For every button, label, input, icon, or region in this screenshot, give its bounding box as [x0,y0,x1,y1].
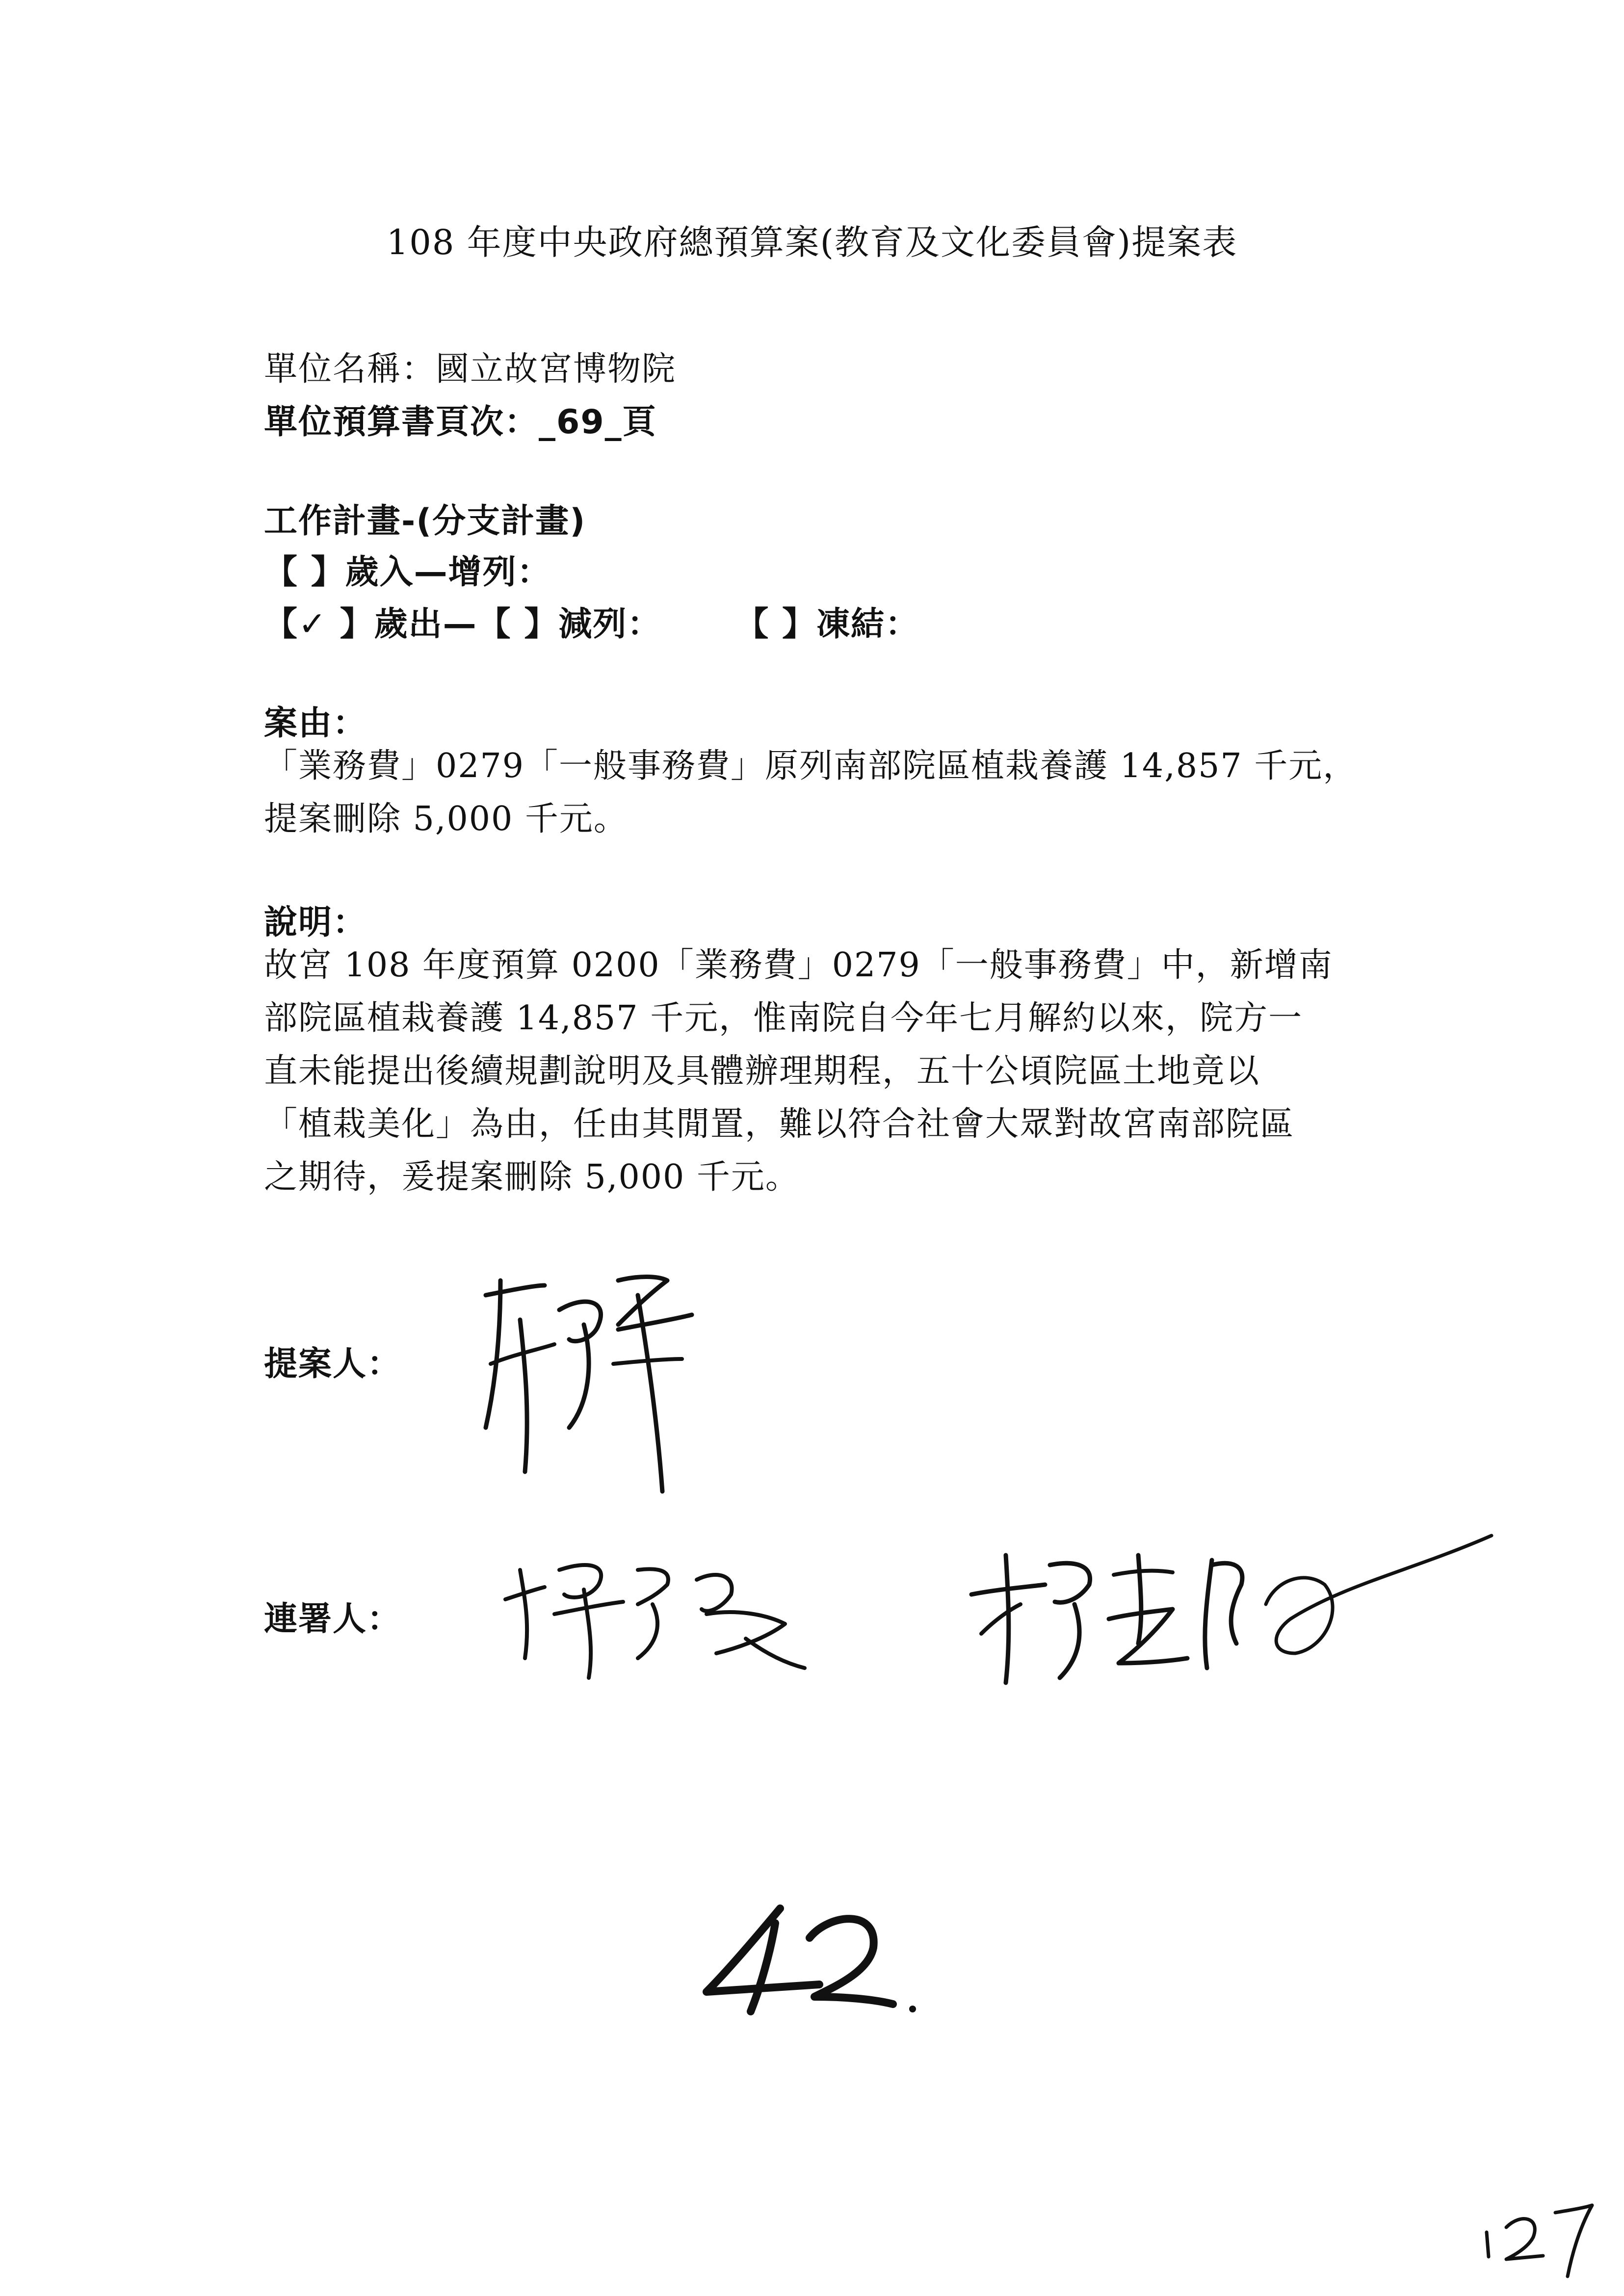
unit-name-value: 國立故宮博物院 [436,350,677,389]
freeze-label: 【 】凍結： [735,605,920,644]
reason-heading: 案由： [264,704,367,743]
explanation-line: 之期待，爰提案刪除 5,000 千元。 [264,1158,800,1197]
reason-line: 「業務費」0279「一般事務費」原列南部院區植栽養護 14,857 千元， [264,747,1358,785]
explanation-line: 部院區植栽養護 14,857 千元，惟南院自今年七月解約以來，院方一 [264,999,1303,1038]
explanation-line: 故宮 108 年度預算 0200「業務費」0279「一般事務費」中，新增南 [264,946,1333,985]
unit-name-line [264,342,676,390]
page-number [1472,2193,1599,2281]
page-number-handwriting [1472,2193,1599,2281]
work-plan-line: 工作計畫-(分支計畫) [264,502,586,541]
cosigner-signature-2 [952,1521,1501,1697]
proposal-number [697,1894,942,2021]
expense-checked-label: 【✓ 】歲出— [264,605,477,644]
explanation-line: 「植栽美化」為由，任由其閒置，難以符合社會大眾對故宮南部院區 [264,1105,1295,1144]
unit-page-value: _69_頁 [539,403,657,442]
reason-text [264,740,1407,846]
cosigner-label: 連署人： [264,1600,402,1639]
proposer-signature [471,1266,707,1501]
explanation-text [264,939,1407,1204]
proposal-number-handwriting [697,1894,942,2021]
document-title: 108 年度中央政府總預算案(教育及文化委員會)提案表 [386,222,1238,262]
unit-page-label: 單位預算書頁次： [264,403,539,442]
reduce-label: 【 】減列： [477,605,662,644]
unit-name-label: 單位名稱： [264,350,436,389]
explanation-heading: 說明： [264,903,367,942]
unit-page-line [264,395,657,443]
explanation-line: 直未能提出後續規劃說明及具體辦理期程，五十公頃院區土地竟以 [264,1052,1260,1091]
cosigner-signature-1 [491,1540,834,1688]
proposer-label: 提案人： [264,1345,402,1383]
expense-line [264,598,919,645]
reason-line: 提案刪除 5,000 千元。 [264,800,628,838]
income-increase-line: 【 】歲入—增列： [264,553,551,592]
